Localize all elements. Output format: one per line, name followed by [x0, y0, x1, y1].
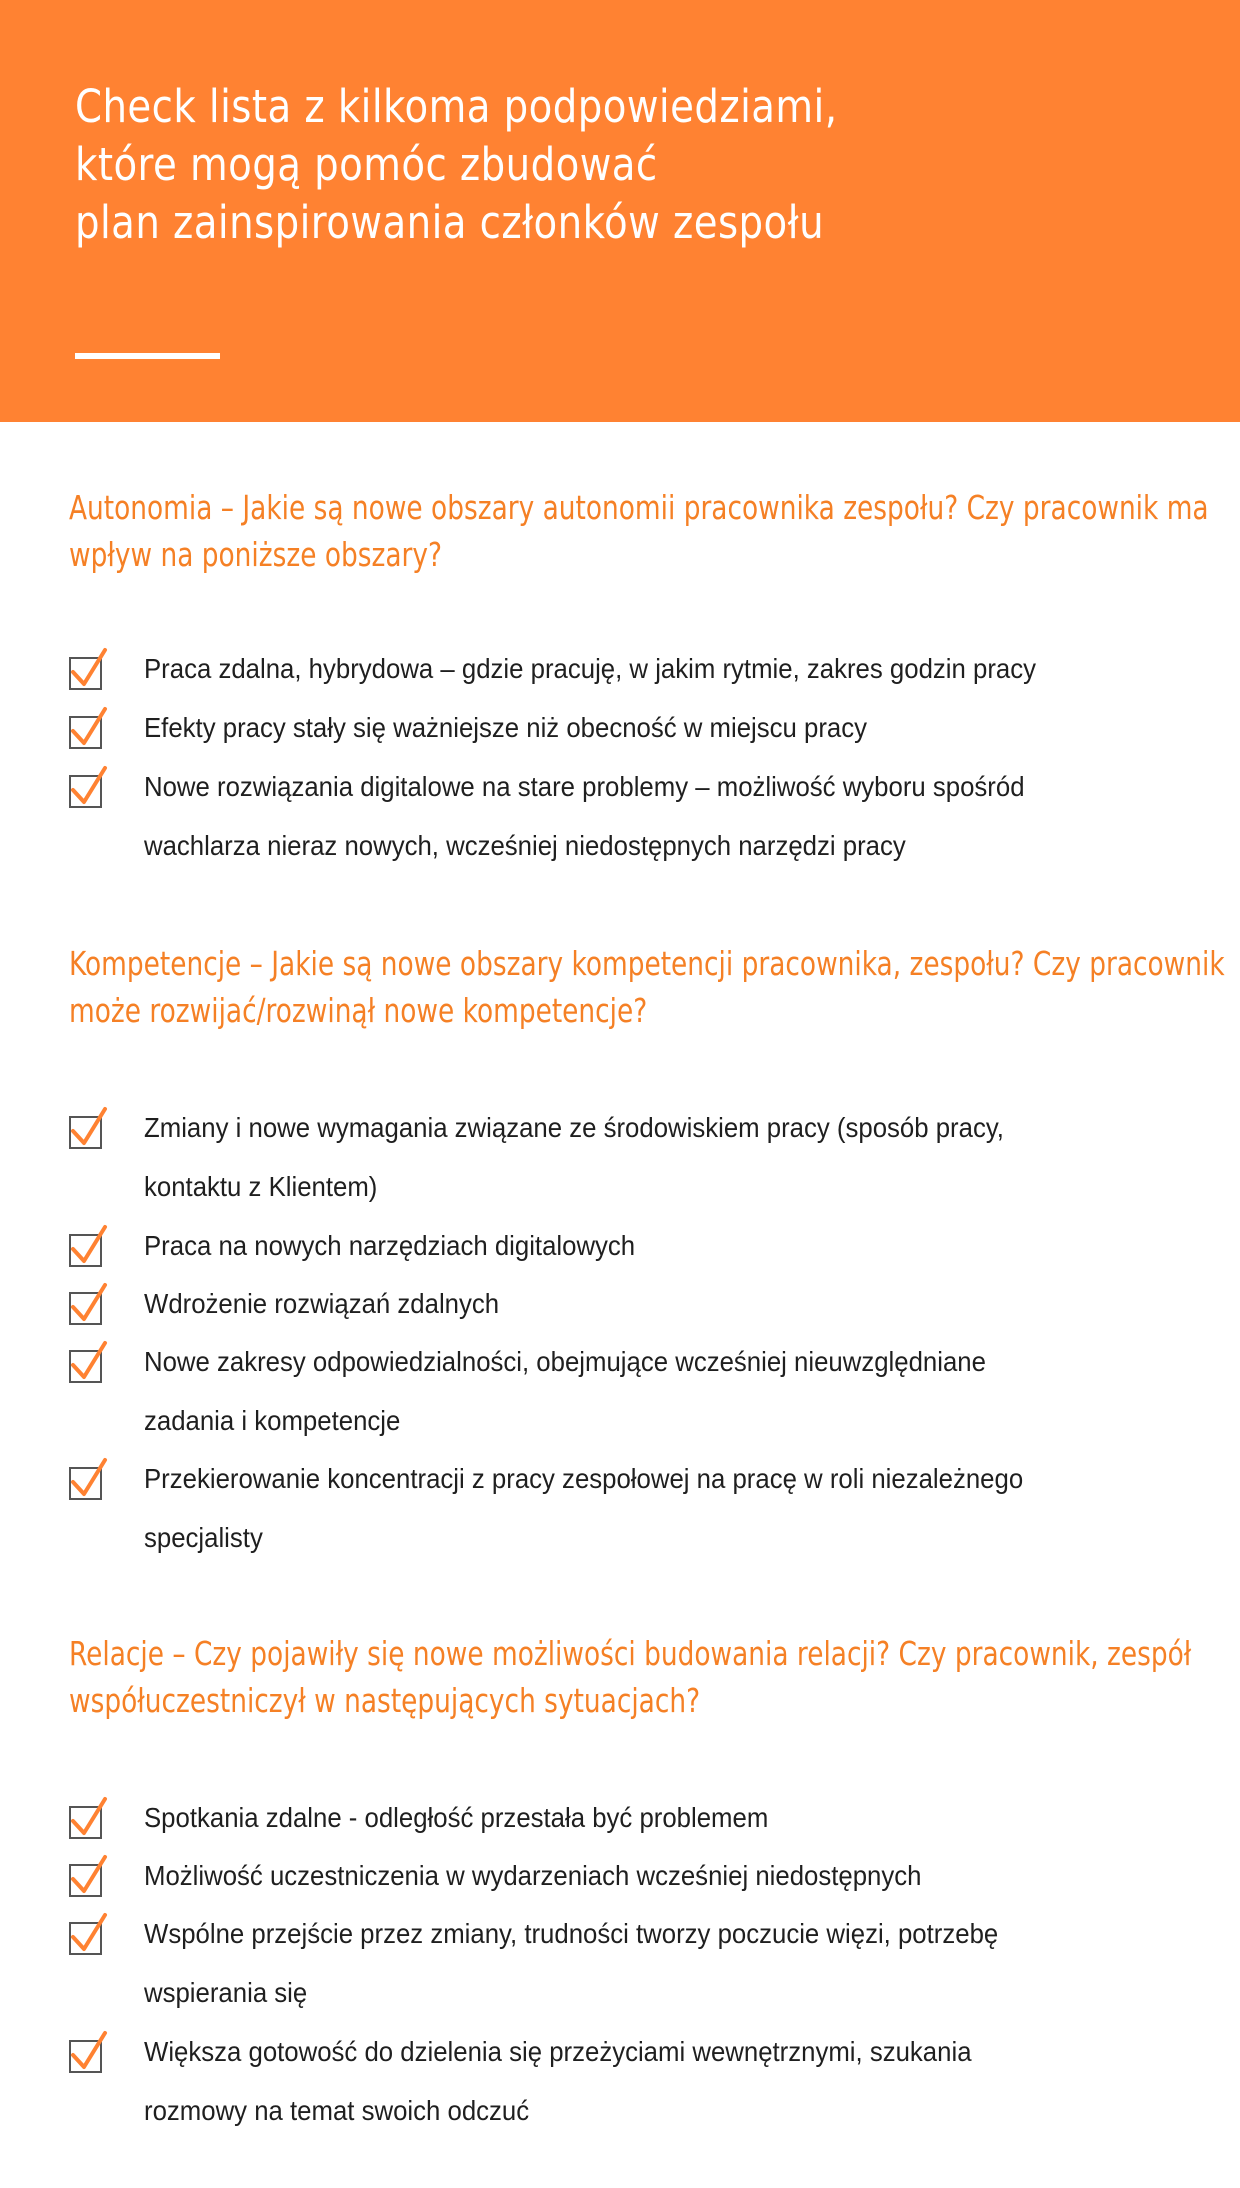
section-heading-autonomia — [69, 484, 1209, 578]
checked-box-icon — [69, 2040, 102, 2073]
heading-line: Autonomia – Jakie są nowe obszary autonomii pracownika zespołu? Czy pracownik ma — [69, 488, 1209, 527]
header-banner — [0, 0, 1240, 422]
item-text: Nowe rozwiązania digitalowe na stare problemy – możliwość wyboru spośród wachlarza nieraz nowych, wcześniej niedostępnych narzędzi pracy — [144, 771, 1025, 861]
checked-box-icon — [69, 1116, 102, 1149]
checked-box-icon — [69, 1467, 102, 1500]
item-text: Praca na nowych narzędziach digitalowych — [144, 1230, 636, 1261]
item-text: Przekierowanie koncentracji z pracy zespołowej na pracę w roli niezależnego specjalisty — [144, 1463, 1024, 1553]
checked-box-icon — [69, 775, 102, 808]
checked-box-icon — [69, 1922, 102, 1955]
title-line: Check lista z kilkoma podpowiedziami, — [75, 80, 838, 133]
item-text: Zmiany i nowe wymagania związane ze środowiskiem pracy (sposób pracy, kontaktu z Klientem) — [144, 1112, 1004, 1202]
title-line: plan zainspirowania członków zespołu — [75, 196, 825, 249]
heading-line: Kompetencje – Jakie są nowe obszary kompetencji pracownika, zespołu? Czy pracownik — [69, 944, 1225, 983]
checked-box-icon — [69, 657, 102, 690]
item-text: Wspólne przejście przez zmiany, trudności tworzy poczucie więzi, potrzebę wspierania się — [144, 1918, 999, 2008]
page-title — [75, 78, 837, 252]
checked-box-icon — [69, 1350, 102, 1383]
title-underline — [75, 353, 220, 359]
item-text: Spotkania zdalne - odległość przestała być problemem — [144, 1802, 769, 1833]
section-heading-relacje — [69, 1630, 1192, 1724]
checked-box-icon — [69, 1234, 102, 1267]
checked-box-icon — [69, 716, 102, 749]
title-line: które mogą pomóc zbudować — [75, 138, 658, 191]
heading-line: wpływ na poniższe obszary? — [69, 535, 443, 574]
item-text: Wdrożenie rozwiązań zdalnych — [144, 1288, 500, 1319]
item-text: Większa gotowość do dzielenia się przeżyciami wewnętrznymi, szukania rozmowy na temat swoich odczuć — [144, 2036, 972, 2126]
checked-box-icon — [69, 1292, 102, 1325]
section-heading-kompetencje — [69, 940, 1225, 1034]
checked-box-icon — [69, 1864, 102, 1897]
checked-box-icon — [69, 1806, 102, 1839]
heading-line: współuczestniczył w następujących sytuacjach? — [69, 1681, 701, 1720]
item-text: Efekty pracy stały się ważniejsze niż obecność w miejscu pracy — [144, 712, 867, 743]
item-text: Praca zdalna, hybrydowa – gdzie pracuję, w jakim rytmie, zakres godzin pracy — [144, 653, 1036, 684]
item-text: Nowe zakresy odpowiedzialności, obejmujące wcześniej nieuwzględniane zadania i kompetencje — [144, 1346, 986, 1436]
heading-line: Relacje – Czy pojawiły się nowe możliwości budowania relacji? Czy pracownik, zespół — [69, 1634, 1192, 1673]
item-text: Możliwość uczestniczenia w wydarzeniach wcześniej niedostępnych — [144, 1860, 922, 1891]
heading-line: może rozwijać/rozwinął nowe kompetencje? — [69, 991, 648, 1030]
